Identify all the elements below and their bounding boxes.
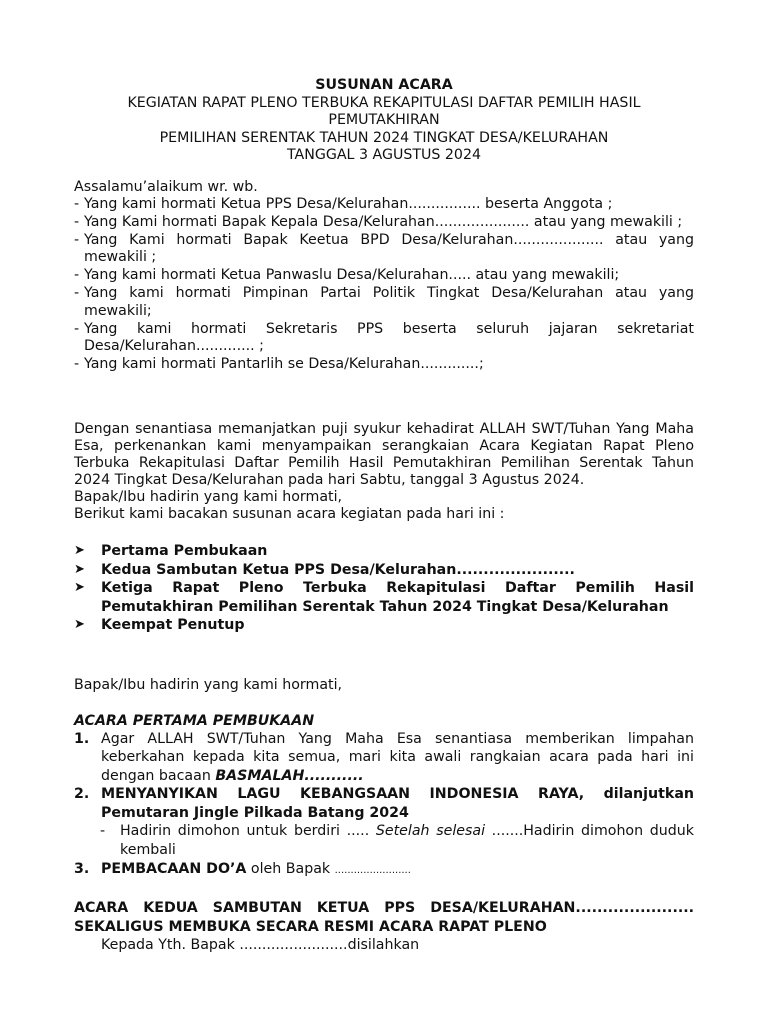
acara-kedua-heading: ACARA KEDUA SAMBUTAN KETUA PPS DESA/KELURAHAN...................... SEKALIGUS MEMBUKA SECARA RESMI ACARA RAPAT PLENO [74,900,694,935]
agenda-item [74,616,694,635]
greeting-item: - Yang kami hormati Pantarlih se Desa/Kelurahan.............; [74,356,694,374]
sub-text-b: .......Hadirin dimohon duduk kembali [120,823,694,859]
agenda-item-text: Kedua Sambutan Ketua PPS Desa/Kelurahan...................... [101,561,575,578]
acara-item-2 [74,785,694,822]
acara-item-3 [74,860,694,880]
salam: Assalamu’alaikum wr. wb. [74,179,258,195]
item-number: 1. [74,731,90,747]
acara-item-1-text: Agar ALLAH SWT/Tuhan Yang Maha Esa senantiasa memberikan limpahan keberkahan kepada kita semua, mari kita awali rangkaian acara pada hari ini dengan bacaan [101,731,694,784]
item-number: 2. [74,786,90,803]
agenda-item [74,542,694,561]
acara-pertama-heading: ACARA PERTAMA PEMBUKAAN [74,713,315,729]
acara-item-2-sub: - Hadirin dimohon untuk berdiri ..... Setelah selesai .......Hadirin dimohon duduk kembali [100,823,694,859]
acara-item-1 [74,730,694,785]
acara-item-3-text: oleh Bapak [246,861,335,878]
agenda-item-text: Ketiga Rapat Pleno Terbuka Rekapitulasi Daftar Pemilih Hasil Pemutakhiran Pemilihan Serentak Tahun 2024 Tingkat Desa/Kelurahan [101,580,694,615]
greeting-item: - Yang kami hormati Sekretaris PPS beserta seluruh jajaran sekretariat Desa/Kelurahan............. ; [74,320,694,355]
greeting-item: - Yang Kami hormati Bapak Keetua BPD Desa/Kelurahan.................... atau yang mewakili ; [74,231,694,266]
agenda-item [74,579,694,616]
intro-section [74,421,694,523]
greeting-item: - Yang Kami hormati Bapak Kepala Desa/Kelurahan..................... atau yang mewakili ; [74,214,694,232]
sub-text-italic: Setelah selesai [375,823,486,840]
document-title: SUSUNAN ACARA [315,77,453,93]
header-line-3: PEMILIHAN SERENTAK TAHUN 2024 TINGKAT DESA/KELURAHAN [159,129,609,146]
intro-paragraph: Dengan senantiasa memanjatkan puji syukur kehadirat ALLAH SWT/Tuhan Yang Maha Esa, perkenankan kami menyampaikan serangkaian Acara Kegiatan Rapat Pleno Terbuka Rekapitulasi Daftar Pemilih Hasil Pemutakhiran Pemilihan Serentak Tahun 2024 Tingkat Desa/Kelurahan pada hari Sabtu, tanggal 3 Agustus 2024. [74,421,694,488]
greeting-item: - Yang kami hormati Pimpinan Partai Politik Tingkat Desa/Kelurahan atau yang mewakili; [74,284,694,319]
greeting-item-text: Yang kami hormati Pantarlih se Desa/Kelurahan.............; [84,356,484,373]
document-header [0,77,768,165]
greeting-item-text: Yang Kami hormati Bapak Kepala Desa/Kelurahan..................... atau yang mewakili ; [84,213,683,230]
intro-hadirin: Bapak/Ibu hadirin yang kami hormati, [74,489,343,505]
greeting-item: - Yang kami hormati Ketua PPS Desa/Kelurahan................ beserta Anggota ; [74,196,694,214]
agenda-list [74,542,694,635]
agenda-item-text: Pertama Pembukaan [101,543,268,559]
greeting-item-text: Yang kami hormati Pimpinan Partai Politik Tingkat Desa/Kelurahan atau yang mewakili; [84,284,694,319]
intro-berikut: Berikut kami bacakan susunan acara kegiatan pada hari ini : [74,506,505,522]
agenda-item-text: Keempat Penutup [101,617,245,633]
acara-item-3-dots: ........................ [334,865,411,877]
item-number: 3. [74,861,90,878]
greeting-item: - Yang kami hormati Ketua Panwaslu Desa/Kelurahan..... atau yang mewakili; [74,267,694,285]
greeting-item-text: Yang kami hormati Sekretaris PPS beserta seluruh jajaran sekretariat Desa/Kelurahan............. ; [84,320,694,355]
greeting-section [74,178,694,374]
acara-pertama-section [74,712,694,880]
arrowhead-icon: ➤ [74,561,85,577]
pembacaan-doa-text: PEMBACAAN DO’A [101,861,247,878]
arrowhead-icon: ➤ [74,543,85,558]
greeting-item-text: Yang kami hormati Ketua Panwaslu Desa/Kelurahan..... atau yang mewakili; [84,267,620,284]
greeting-item-text: Yang kami hormati Ketua PPS Desa/Kelurahan................ beserta Anggota ; [84,196,613,212]
sub-text-a: Hadirin dimohon untuk berdiri ..... [120,823,376,840]
arrowhead-icon: ➤ [74,617,85,632]
hadirin-line: Bapak/Ibu hadirin yang kami hormati, [74,677,343,693]
basmalah-text: BASMALAH........... [215,767,364,784]
agenda-item [74,561,694,580]
arrowhead-icon: ➤ [74,580,85,595]
header-line-4: TANGGAL 3 AGUSTUS 2024 [286,147,482,163]
greeting-item-text: Yang Kami hormati Bapak Keetua BPD Desa/Kelurahan.................... atau yang mewakili ; [84,231,694,266]
acara-kedua-section [74,899,694,955]
header-line-2: PEMUTAKHIRAN [328,112,440,128]
acara-item-2-text: MENYANYIKAN LAGU KEBANGSAAN INDONESIA RAYA, dilanjutkan Pemutaran Jingle Pilkada Batang 2024 [101,786,694,821]
header-line-1: KEGIATAN RAPAT PLENO TERBUKA REKAPITULASI DAFTAR PEMILIH HASIL [127,94,641,111]
acara-kedua-kepada: Kepada Yth. Bapak ........................disilahkan [101,937,420,953]
